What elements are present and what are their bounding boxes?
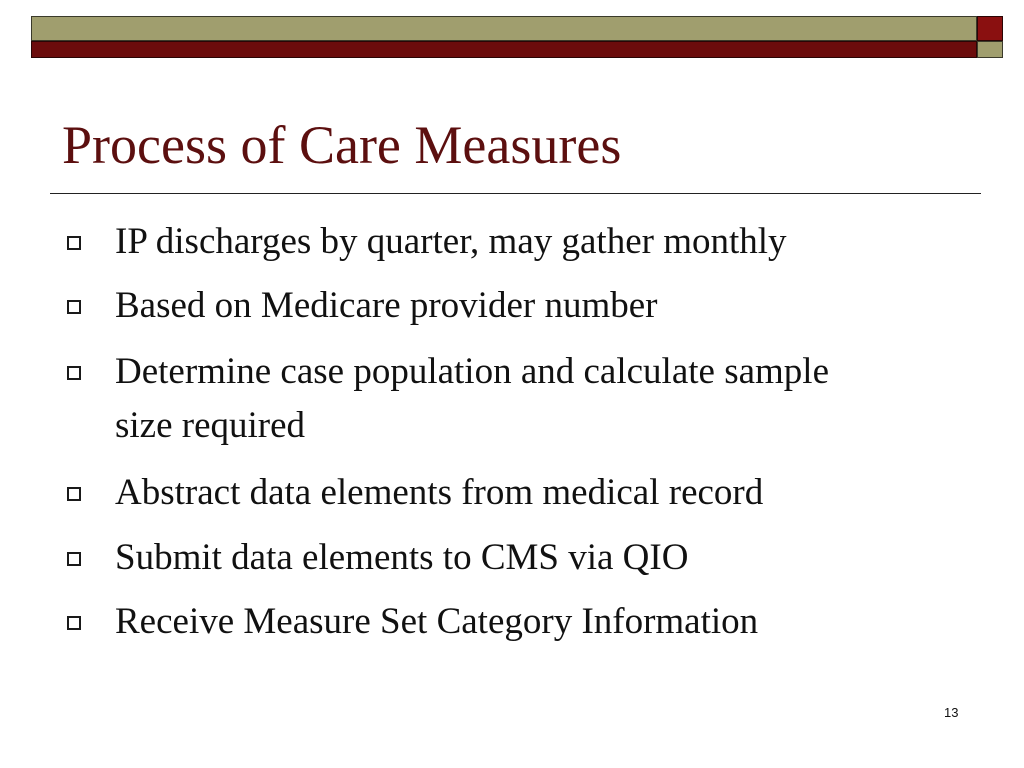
slide-title: Process of Care Measures bbox=[62, 115, 622, 175]
hollow-square-bullet-icon bbox=[67, 487, 81, 501]
bullet-text: Receive Measure Set Category Information bbox=[115, 601, 759, 642]
bullet-text: Abstract data elements from medical record bbox=[115, 472, 764, 513]
page-number: 13 bbox=[944, 705, 959, 720]
hollow-square-bullet-icon bbox=[67, 236, 81, 250]
hollow-square-bullet-icon bbox=[67, 300, 81, 314]
bullet-text: Based on Medicare provider number bbox=[115, 285, 658, 326]
bullet-text: IP discharges by quarter, may gather monthly bbox=[115, 221, 787, 262]
hollow-square-bullet-icon bbox=[67, 616, 81, 630]
bullet-text: Submit data elements to CMS via QIO bbox=[115, 537, 689, 578]
bullet-text: Determine case population and calculate sample size required bbox=[115, 351, 830, 446]
hollow-square-bullet-icon bbox=[67, 366, 81, 380]
hollow-square-bullet-icon bbox=[67, 552, 81, 566]
